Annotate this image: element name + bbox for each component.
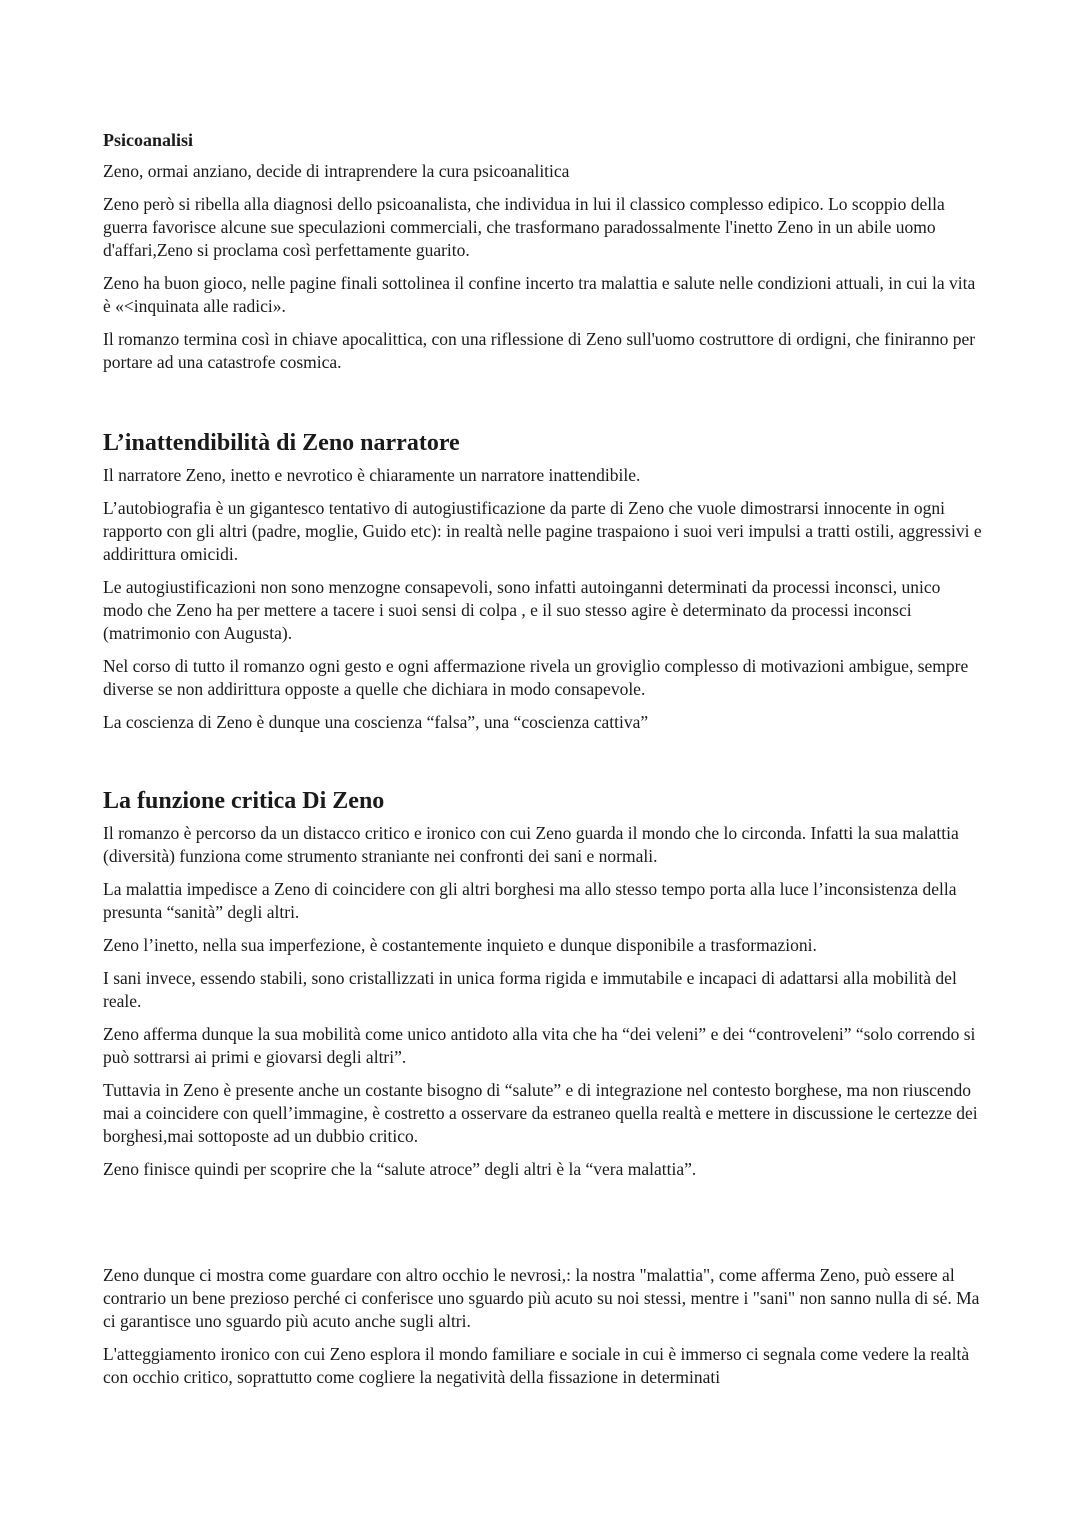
paragraph: Il romanzo è percorso da un distacco critico e ironico con cui Zeno guarda il mondo che lo circonda. Infatti la sua malattia (diversità) funziona come strumento straniante nei confronti dei sani e normali. <box>103 823 959 866</box>
section-title: Psicoanalisi <box>103 130 194 150</box>
document-page <box>103 128 983 1399</box>
spacer <box>103 1191 983 1264</box>
paragraph: Il romanzo termina così in chiave apocalittica, con una riflessione di Zeno sull'uomo costruttore di ordigni, che finiranno per portare ad una catastrofe cosmica. <box>103 329 976 372</box>
paragraph: Zeno però si ribella alla diagnosi dello psicoanalista, che individua in lui il classico complesso edipico. Lo scoppio della guerra favorisce alcune sue speculazioni commerciali, che trasformano paradossalmente l'inetto Zeno in un abile uomo d'affari,Zeno si proclama così perfettamente guarito. <box>103 194 945 260</box>
paragraph: Il narratore Zeno, inetto e nevrotico è chiaramente un narratore inattendibile. <box>103 465 641 485</box>
paragraph: La coscienza di Zeno è dunque una coscienza “falsa”, una “coscienza cattiva” <box>103 712 649 732</box>
paragraph: Zeno afferma dunque la sua mobilità come unico antidoto alla vita che ha “dei veleni” e dei “controveleni” “solo correndo si può sottrarsi ai primi e giovarsi degli altri”. <box>103 1024 976 1067</box>
paragraph: Nel corso di tutto il romanzo ogni gesto e ogni affermazione rivela un groviglio complesso di motivazioni ambigue, sempre diverse se non addirittura opposte a quelle che dichiara in modo consapevole. <box>103 656 969 699</box>
paragraph: I sani invece, essendo stabili, sono cristallizzati in unica forma rigida e immutabile e incapaci di adattarsi alla mobilità del reale. <box>103 968 957 1011</box>
section-inattendibilita <box>103 428 983 734</box>
spacer <box>103 384 983 428</box>
paragraph: Zeno, ormai anziano, decide di intraprendere la cura psicoanalitica <box>103 161 570 181</box>
paragraph: L'atteggiamento ironico con cui Zeno esplora il mondo familiare e sociale in cui è immerso ci segnala come vedere la realtà con occhio critico, soprattutto come cogliere la negatività della fissazione in determinati <box>103 1344 970 1387</box>
paragraph: Tuttavia in Zeno è presente anche un costante bisogno di “salute” e di integrazione nel contesto borghese, ma non riuscendo mai a coincidere con quell’immagine, è costretto a osservare da estraneo quella realtà e mettere in discussione le certezze dei borghesi,mai sottoposte ad un dubbio critico. <box>103 1080 978 1146</box>
paragraph: La malattia impedisce a Zeno di coincidere con gli altri borghesi ma allo stesso tempo porta alla luce l’inconsistenza della presunta “sanità” degli altri. <box>103 879 957 922</box>
section-title: L’inattendibilità di Zeno narratore <box>103 430 460 456</box>
section-funzione-critica <box>103 786 983 1181</box>
paragraph: Le autogiustificazioni non sono menzogne consapevoli, sono infatti autoinganni determinati da processi inconsci, unico modo che Zeno ha per mettere a tacere i suoi sensi di colpa , e il suo stesso agire è determinato da processi inconsci (matrimonio con Augusta). <box>103 577 941 643</box>
paragraph: Zeno finisce quindi per scoprire che la “salute atroce” degli altri è la “vera malattia”. <box>103 1159 697 1179</box>
spacer <box>103 744 983 786</box>
section-psicoanalisi <box>103 128 983 374</box>
paragraph: Zeno dunque ci mostra come guardare con altro occhio le nevrosi,: la nostra "malattia", come afferma Zeno, può essere al contrario un bene prezioso perché ci conferisce uno sguardo più acuto su noi stessi, mentre i "sani" non sanno nulla di sé. Ma ci garantisce uno sguardo più acuto anche sugli altri. <box>103 1265 980 1331</box>
paragraph: Zeno ha buon gioco, nelle pagine finali sottolinea il confine incerto tra malattia e salute nelle condizioni attuali, in cui la vita è «<inquinata alle radici». <box>103 273 976 316</box>
section-title: La funzione critica Di Zeno <box>103 788 385 814</box>
paragraph: L’autobiografia è un gigantesco tentativo di autogiustificazione da parte di Zeno che vuole dimostrarsi innocente in ogni rapporto con gli altri (padre, moglie, Guido etc): in realtà nelle pagine traspaiono i suoi veri impulsi a tratti ostili, aggressivi e addirittura omicidi. <box>103 498 982 564</box>
section-conclusione <box>103 1264 983 1389</box>
paragraph: Zeno l’inetto, nella sua imperfezione, è costantemente inquieto e dunque disponibile a trasformazioni. <box>103 935 817 955</box>
